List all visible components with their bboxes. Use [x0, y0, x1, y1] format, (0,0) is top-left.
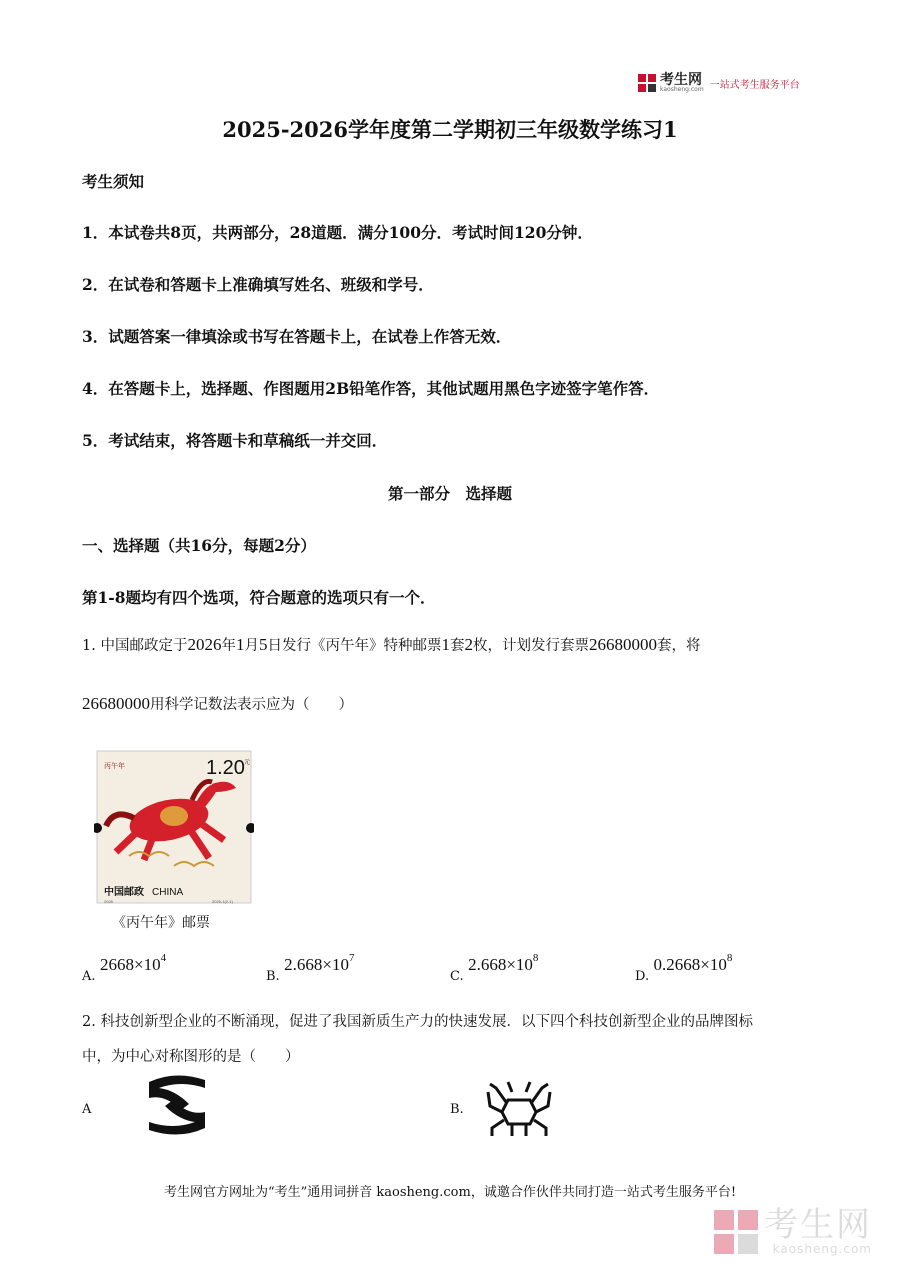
brand-logo-b-icon[interactable] — [486, 1078, 552, 1138]
notice-item: 4．在答题卡上，选择题、作图题用2B铅笔作答，其他试题用黑色字迹签字笔作答． — [82, 379, 660, 398]
kaosheng-logo-icon — [638, 74, 656, 92]
watermark-logo-icon — [714, 1210, 758, 1254]
part-title: 第一部分 选择题 — [387, 484, 512, 503]
stamp-year: 2026 — [104, 899, 113, 904]
question-1-line-2: 26680000用科学记数法表示应为（ ） — [82, 694, 353, 713]
stamp-unit: 元 — [244, 759, 251, 766]
question-2-line-1: 2. 科技创新型企业的不断涌现，促进了我国新质生产力的快速发展．以下四个科技创新型企业的品牌图标 — [82, 1014, 753, 1030]
stamp-value: 1.20 — [206, 757, 245, 779]
stamp-image — [94, 748, 254, 906]
stamp-caption: 《丙午年》邮票 — [112, 915, 210, 931]
stamp-country-en: CHINA — [152, 887, 184, 898]
stamp-code: 2026-1(2-1) — [212, 899, 233, 904]
option-d[interactable]: D. $0.2668\times 10^8$ — [635, 952, 733, 984]
watermark — [714, 1205, 872, 1256]
option-b[interactable]: B. $2.668\times 10^7$ — [266, 952, 355, 984]
stamp-country: 中国邮政 — [104, 887, 144, 898]
notice-item: 2．在试卷和答题卡上准确填写姓名、班级和学号． — [82, 275, 434, 294]
notice-item: 1．本试卷共8页，共两部分，28道题．满分100分．考试时间120分钟． — [82, 223, 593, 242]
notice-item: 5．考试结束，将答题卡和草稿纸一并交回． — [82, 431, 388, 450]
option-b-label[interactable]: B. — [450, 1102, 464, 1117]
question-2-line-2: 中，为中心对称图形的是（ ） — [82, 1049, 300, 1065]
notice-heading: 考生须知 — [82, 172, 145, 191]
page-title: 2025-2026学年度第二学期初三年级数学练习1 — [222, 117, 678, 142]
brand-logo-a-icon[interactable] — [145, 1074, 209, 1136]
option-a[interactable]: A. $2668\times 10^4$ — [82, 952, 167, 984]
footer-text: 考生网官方网址为“考生”通用词拼音 kaosheng.com，诚邀合作伙伴共同打造一站式考生服务平台! — [163, 1185, 737, 1200]
header-logo — [638, 72, 800, 94]
watermark-text: 考生网 kaosheng.com — [764, 1205, 872, 1256]
notice-item: 3．试题答案一律填涂或书写在答题卡上，在试卷上作答无效． — [82, 327, 512, 346]
option-a-label[interactable]: A — [82, 1102, 92, 1117]
logo-slogan: 一站式考生服务平台 — [709, 79, 800, 91]
option-c[interactable]: C. $2.668\times 10^8$ — [450, 952, 539, 984]
question-1-line-1: 1. 中国邮政定于2026年1月5日发行《丙午年》特种邮票1套2枚，计划发行套票26680000套，将 — [82, 635, 701, 654]
logo-text: 考生网 kaosheng.com — [660, 71, 704, 93]
section-heading: 一、选择题（共16分，每题2分） — [82, 536, 316, 555]
section-instruction: 第1-8题均有四个选项，符合题意的选项只有一个． — [82, 588, 436, 607]
stamp-name: 丙午年 — [104, 762, 125, 770]
